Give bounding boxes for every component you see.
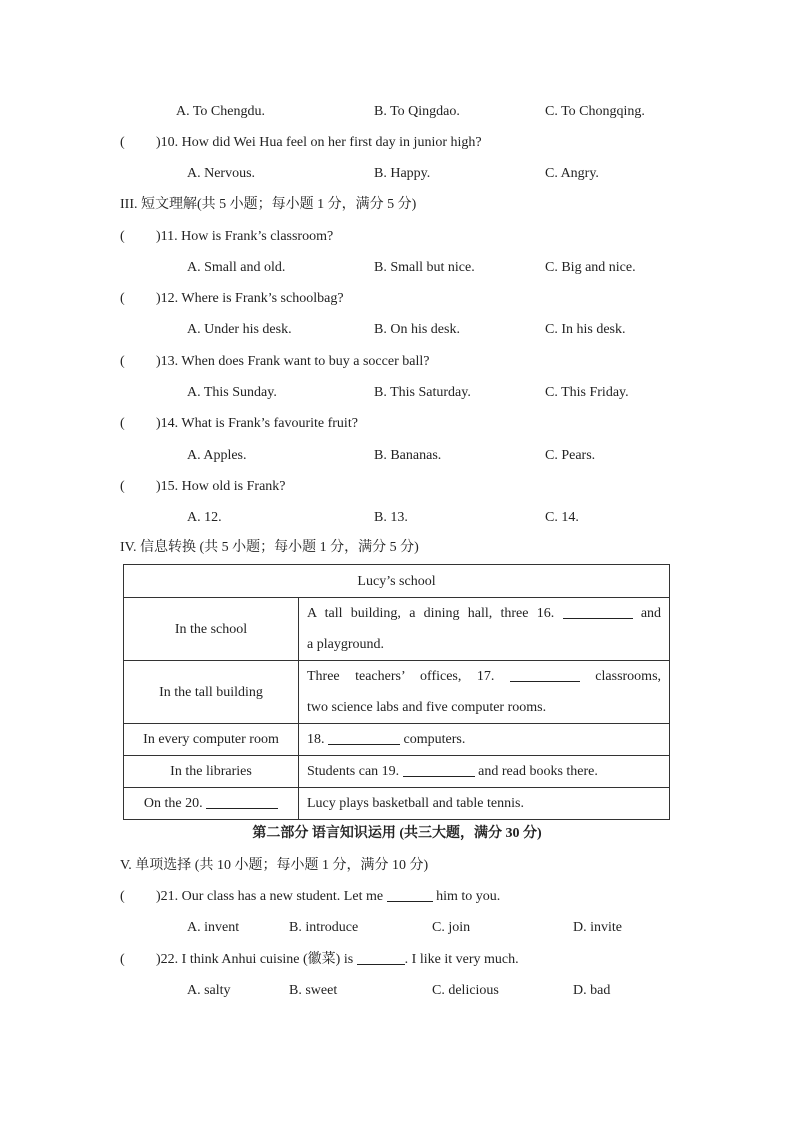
question-15: ( )15. How old is Frank? [120, 477, 286, 497]
table-row-label: In the tall building [124, 661, 299, 724]
answer-paren[interactable]: ( [120, 889, 125, 904]
q14-option-b: B. Bananas. [374, 448, 442, 463]
blank-20[interactable] [206, 794, 278, 809]
q22-option-c: C. delicious [432, 983, 499, 998]
table-row-label: On the 20. [124, 788, 299, 820]
q15-option-a: A. 12. [187, 510, 222, 525]
q13-option-b: B. This Saturday. [374, 385, 471, 400]
question-13: ( )13. When does Frank want to buy a soccer ball? [120, 352, 429, 372]
q14-option-c: C. Pears. [545, 448, 596, 463]
part-2-title: 第二部分 语言知识运用 (共三大题，满分 30 分) [252, 826, 542, 841]
section-3-title: III. 短文理解(共 5 小题；每小题 1 分，满分 5 分) [120, 197, 417, 212]
question-14: ( )14. What is Frank’s favourite fruit? [120, 414, 358, 434]
q15-option-c: C. 14. [545, 510, 579, 525]
blank-19[interactable] [403, 762, 475, 777]
q11-option-c: C. Big and nice. [545, 260, 636, 275]
q11-option-b: B. Small but nice. [374, 260, 475, 275]
table-row-content: Lucy plays basketball and table tennis. [299, 788, 670, 820]
blank-18[interactable] [328, 730, 400, 745]
q10-option-c: C. Angry. [545, 166, 599, 181]
table-row-content: A tall building, a dining hall, three 16. and a playground. [299, 598, 670, 661]
q12-option-c: C. In his desk. [545, 322, 626, 337]
q22-option-b: B. sweet [289, 983, 338, 998]
table-row-label: In every computer room [124, 724, 299, 756]
answer-paren[interactable]: ( [120, 416, 125, 431]
blank-21[interactable] [387, 887, 433, 902]
question-21: ( )21. Our class has a new student. Let me him to you. [120, 887, 500, 907]
q15-option-b: B. 13. [374, 510, 408, 525]
q12-option-b: B. On his desk. [374, 322, 460, 337]
q13-option-c: C. This Friday. [545, 385, 629, 400]
q9-option-a: A. To Chengdu. [176, 104, 265, 119]
table-row-content: 18. computers. [299, 724, 670, 756]
table-title: Lucy’s school [124, 565, 670, 598]
answer-paren[interactable]: ( [120, 135, 125, 150]
q13-option-a: A. This Sunday. [187, 385, 277, 400]
blank-22[interactable] [357, 950, 405, 965]
q10-option-b: B. Happy. [374, 166, 431, 181]
answer-paren[interactable]: ( [120, 952, 125, 967]
table-row-content: Three teachers’ offices, 17. classrooms, two science labs and five computer rooms. [299, 661, 670, 724]
answer-paren[interactable]: ( [120, 479, 125, 494]
question-22: ( )22. I think Anhui cuisine (徽菜) is . I like it very much. [120, 950, 519, 970]
answer-paren[interactable]: ( [120, 229, 125, 244]
blank-17[interactable] [510, 667, 580, 682]
q22-option-a: A. salty [187, 983, 231, 998]
q21-option-b: B. introduce [289, 920, 359, 935]
q21-option-c: C. join [432, 920, 471, 935]
q9-option-c: C. To Chongqing. [545, 104, 645, 119]
q12-option-a: A. Under his desk. [187, 322, 292, 337]
section-4-title: IV. 信息转换 (共 5 小题；每小题 1 分，满分 5 分) [120, 540, 419, 555]
q10-option-a: A. Nervous. [187, 166, 256, 181]
info-table [123, 564, 670, 820]
q22-option-d: D. bad [573, 983, 611, 998]
table-row-content: Students can 19. and read books there. [299, 756, 670, 788]
section-5-title: V. 单项选择 (共 10 小题；每小题 1 分，满分 10 分) [120, 858, 429, 873]
q21-option-d: D. invite [573, 920, 622, 935]
question-12: ( )12. Where is Frank’s schoolbag? [120, 289, 344, 309]
table-row-label: In the libraries [124, 756, 299, 788]
q14-option-a: A. Apples. [187, 448, 247, 463]
question-10: ( )10. How did Wei Hua feel on her first day in junior high? [120, 133, 482, 153]
question-11: ( )11. How is Frank’s classroom? [120, 227, 333, 247]
table-row-label: In the school [124, 598, 299, 661]
q21-option-a: A. invent [187, 920, 240, 935]
q9-option-b: B. To Qingdao. [374, 104, 460, 119]
q11-option-a: A. Small and old. [187, 260, 286, 275]
answer-paren[interactable]: ( [120, 291, 125, 306]
blank-16[interactable] [563, 604, 633, 619]
answer-paren[interactable]: ( [120, 354, 125, 369]
